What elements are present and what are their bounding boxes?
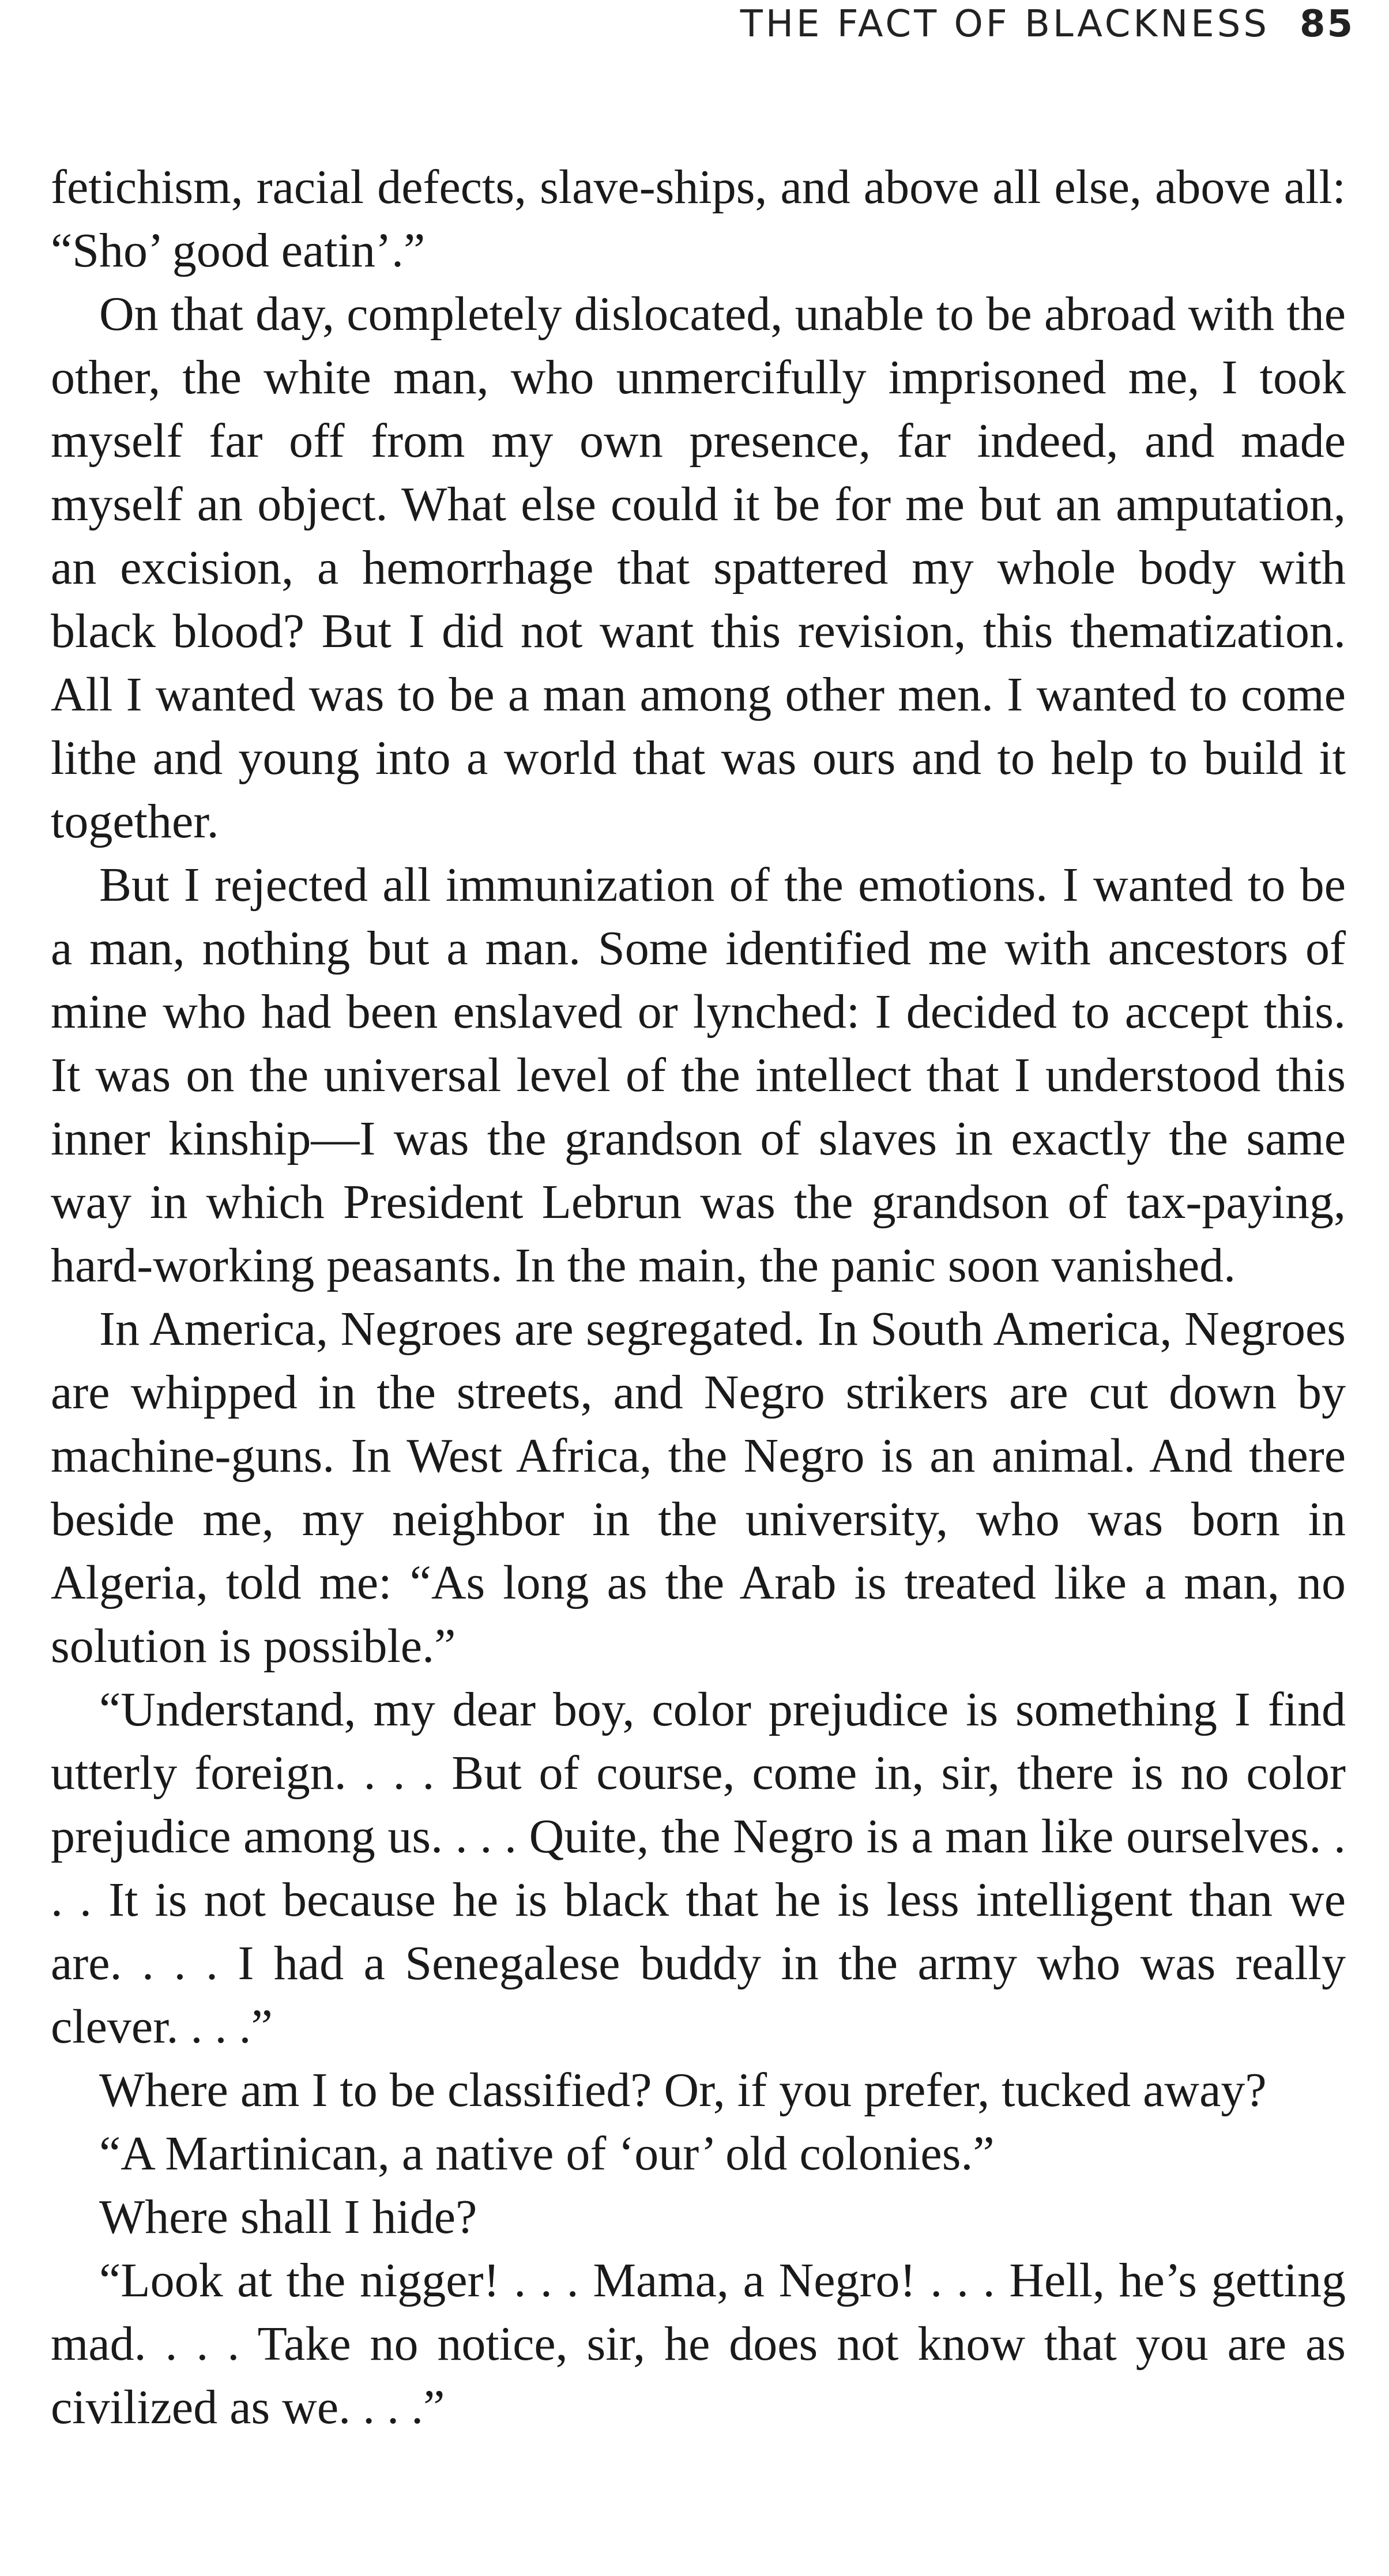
paragraph: Where shall I hide? <box>99 2190 477 2244</box>
paragraph: But I rejected all immunization of the emotions. I wanted to be a man, nothing but a man. Some identified me with ancestors of mine who had been enslaved or lynched: I decided to accept this. It was on the universal level of the intellect that I understood this inner kinship—I was the grandson of slaves in exactly the same way in which President Lebrun was the grandson of tax-paying, hard-working peasants. In the main, the panic soon vanished. <box>51 858 1346 1292</box>
body-text <box>51 156 1346 2439</box>
paragraph: “A Martinican, a native of ‘our’ old colonies.” <box>99 2127 995 2180</box>
page-number: 85 <box>1299 3 1354 46</box>
paragraph: Where am I to be classified? Or, if you prefer, tucked away? <box>99 2063 1267 2117</box>
paragraph: “Understand, my dear boy, color prejudice is something I find utterly foreign. . . . But of course, come in, sir, there is no color prejudice among us. . . . Quite, the Negro is a man like ourselves. . . . It is not because he is black that he is less intelligent than we are. . . . I had a Senegalese buddy in the army who was really clever. . . .” <box>51 1683 1346 2054</box>
running-head <box>740 1 1354 47</box>
paragraph: fetichism, racial defects, slave-ships, and above all else, above all: “Sho’ good eatin’.” <box>51 160 1346 277</box>
paragraph: “Look at the nigger! . . . Mama, a Negro! . . . Hell, he’s getting mad. . . . Take no notice, sir, he does not know that you are as civilized as we. . . .” <box>51 2254 1346 2434</box>
paragraph: In America, Negroes are segregated. In South America, Negroes are whipped in the streets, and Negro strikers are cut down by machine-guns. In West Africa, the Negro is an animal. And there beside me, my neighbor in the university, who was born in Algeria, told me: “As long as the Arab is treated like a man, no solution is possible.” <box>51 1302 1346 1673</box>
paragraph: On that day, completely dislocated, unable to be abroad with the other, the white man, who unmercifully imprisoned me, I took myself far off from my own presence, far indeed, and made myself an object. What else could it be for me but an amputation, an excision, a hemorrhage that spattered my whole body with black blood? But I did not want this revision, this thematization. All I wanted was to be a man among other men. I wanted to come lithe and young into a world that was ours and to help to build it together. <box>51 287 1346 848</box>
running-title: THE FACT OF BLACKNESS <box>740 3 1270 46</box>
